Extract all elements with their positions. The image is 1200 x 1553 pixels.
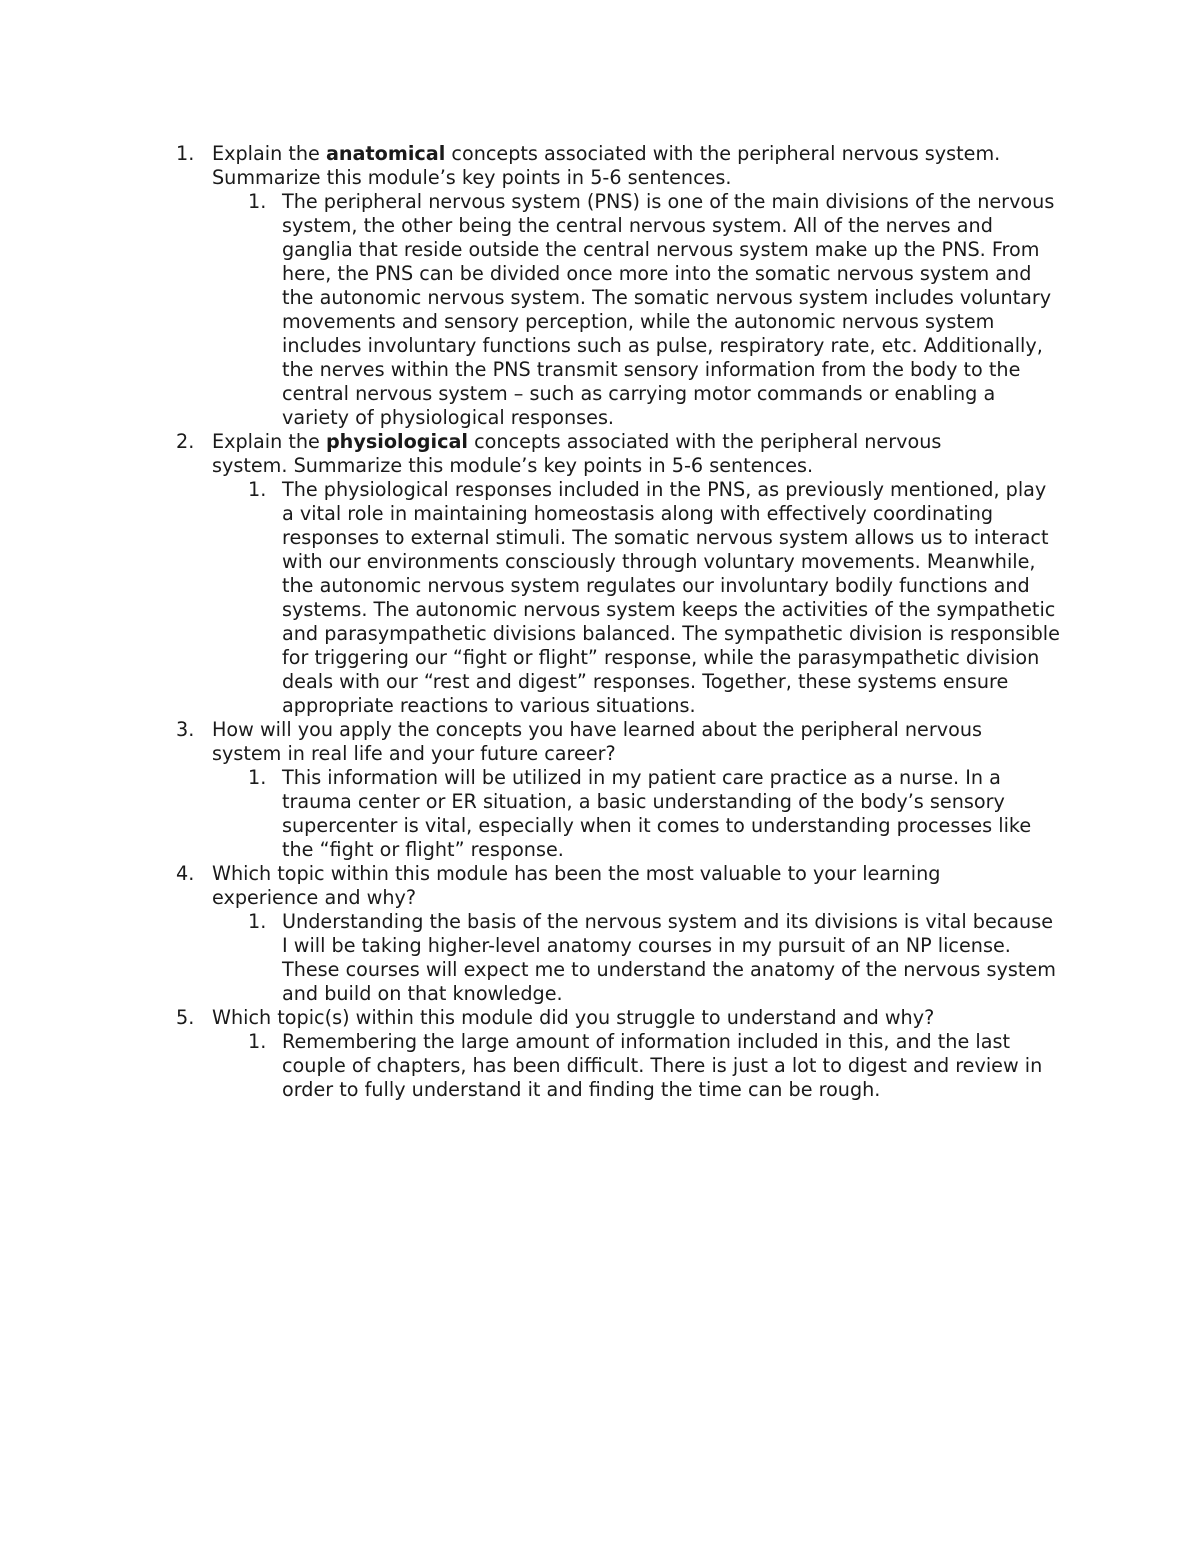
question-text-bold: anatomical [325,142,446,165]
question-number: 3. [176,718,195,741]
question-item [176,142,1076,190]
question-text-before: Explain the [212,430,326,453]
answer-text: Understanding the basis of the nervous system and its divisions is vital because I will be taking higher-level anatomy courses in my pursuit of an NP license. These courses will expect me to understand the anatomy of the nervous system and build on that knowledge. [282,910,1056,1005]
question-list [176,142,1076,1102]
answer-number: 1. [248,190,267,213]
answer-number: 1. [248,766,267,789]
question-item [176,1006,1076,1030]
question-text: Which topic(s) within this module did you struggle to understand and why? [212,1006,935,1029]
question-text-after: concepts associated with the peripheral nervous system. Summarize this module’s key points in 5-6 sentences. [212,430,942,477]
question-text [212,142,1012,190]
question-text: How will you apply the concepts you have learned about the peripheral nervous system in real life and your future career? [212,718,982,765]
question-text [212,430,1012,478]
question-number: 2. [176,430,195,453]
answer-text: The peripheral nervous system (PNS) is one of the main divisions of the nervous system, the other being the central nervous system. All of the nerves and ganglia that reside outside the central nervous system make up the PNS. From here, the PNS can be divided once more into the somatic nervous system and the autonomic nervous system. The somatic nervous system includes voluntary movements and sensory perception, while the autonomic nervous system includes involuntary functions such as pulse, respiratory rate, etc. Additionally, the nerves within the PNS transmit sensory information from the body to the central nervous system – such as carrying motor commands or enabling a variety of physiological responses. [282,190,1055,429]
question-text-before: Explain the [212,142,326,165]
question-text-bold: physiological [325,430,468,453]
answer-item [176,190,1076,430]
question-item [176,430,1076,478]
question-number: 1. [176,142,195,165]
answer-number: 1. [248,478,267,501]
question-text-after: concepts associated with the peripheral nervous system. Summarize this module’s key points in 5-6 sentences. [212,142,1001,189]
answer-item [176,478,1076,718]
answer-item [176,1030,1076,1102]
answer-text: This information will be utilized in my patient care practice as a nurse. In a trauma center or ER situation, a basic understanding of the body’s sensory supercenter is vital, especially when it comes to understanding processes like the “fight or flight” response. [282,766,1032,861]
question-item [176,862,1076,910]
question-item [176,718,1076,766]
answer-text: Remembering the large amount of information included in this, and the last couple of chapters, has been difficult. There is just a lot to digest and review in order to fully understand it and finding the time can be rough. [282,1030,1043,1101]
answer-number: 1. [248,910,267,933]
question-number: 5. [176,1006,195,1029]
answer-item [176,766,1076,862]
question-text: Which topic within this module has been the most valuable to your learning experience and why? [212,862,941,909]
answer-item [176,910,1076,1006]
answer-number: 1. [248,1030,267,1053]
question-number: 4. [176,862,195,885]
answer-text: The physiological responses included in the PNS, as previously mentioned, play a vital role in maintaining homeostasis along with effectively coordinating responses to external stimuli. The somatic nervous system allows us to interact with our environments consciously through voluntary movements. Meanwhile, the autonomic nervous system regulates our involuntary bodily functions and systems. The autonomic nervous system keeps the activities of the sympathetic and parasympathetic divisions balanced. The sympathetic division is responsible for triggering our “fight or flight” response, while the parasympathetic division deals with our “rest and digest” responses. Together, these systems ensure appropriate reactions to various situations. [282,478,1060,717]
